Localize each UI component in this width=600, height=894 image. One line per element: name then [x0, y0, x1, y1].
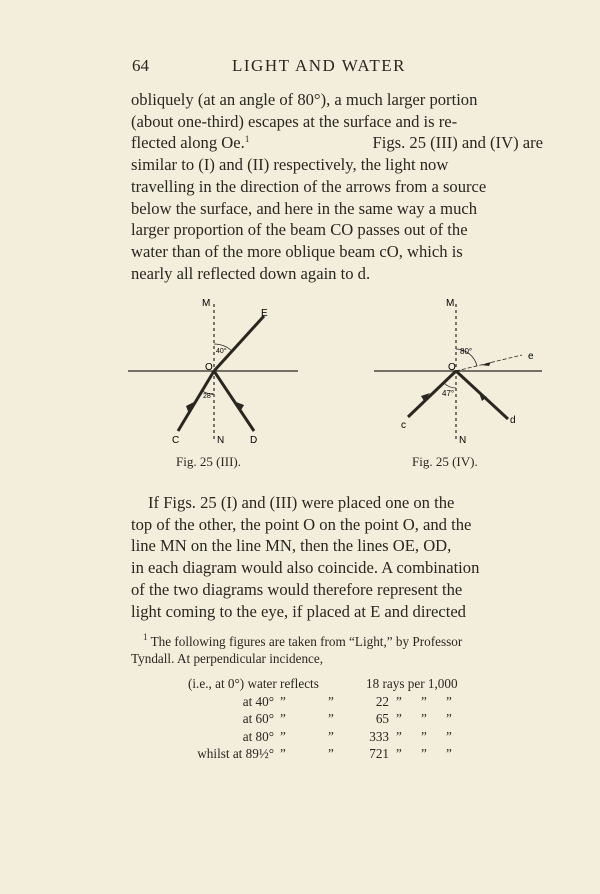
- text-line: light coming to the eye, if placed at E and directed: [131, 601, 466, 621]
- paragraph-2: [131, 492, 543, 622]
- text-line: of the two diagrams would therefore represent the: [131, 579, 463, 599]
- text-line: obliquely (at an angle of 80°), a much larger portion: [131, 90, 478, 109]
- label-o: O: [448, 362, 456, 373]
- angle-label-bottom: 47°: [442, 389, 455, 398]
- footnote-text: The following figures are taken from “Light,” by Professor: [150, 634, 463, 649]
- ditto-mark: ”: [280, 711, 286, 726]
- text-line: If Figs. 25 (I) and (III) were placed one on the: [148, 493, 455, 512]
- text-line: water than of the more oblique beam cO, which is: [131, 241, 463, 261]
- text-line: line MN on the line MN, then the lines OE, OD,: [131, 536, 452, 556]
- ditto-mark: ”: [421, 746, 427, 761]
- ditto-mark: ”: [421, 693, 427, 709]
- table-cell-value: 18 rays per 1,000: [366, 676, 458, 691]
- text-line: in each diagram would also coincide. A combination: [131, 558, 480, 578]
- text-fragment: Figs. 25 (III) and (IV) are: [372, 133, 543, 153]
- table-cell-value: 721: [369, 746, 389, 761]
- ditto-mark: ”: [328, 746, 334, 761]
- label-c: C: [172, 435, 180, 446]
- label-n: N: [459, 435, 467, 446]
- table-cell-value: 22: [375, 693, 389, 709]
- figure-caption-iv: Fig. 25 (IV).: [412, 454, 478, 469]
- ditto-mark: ”: [396, 746, 402, 761]
- figure-25-iv: [370, 292, 548, 472]
- ditto-mark: ”: [280, 728, 286, 744]
- footnote-ref[interactable]: 1: [244, 134, 250, 145]
- ditto-mark: ”: [396, 728, 402, 744]
- page-number: 64: [132, 56, 149, 75]
- label-n: N: [217, 435, 225, 446]
- ditto-mark: ”: [328, 728, 334, 744]
- paragraph-1: [131, 89, 543, 284]
- ditto-mark: ”: [446, 728, 452, 744]
- figure-caption-iii: Fig. 25 (III).: [176, 454, 241, 469]
- table-cell-label: at 80°: [242, 728, 274, 744]
- table-cell-value: 333: [369, 728, 389, 744]
- table-cell-label: whilst at 89½°: [197, 746, 274, 761]
- footnote-line-1: [143, 634, 543, 650]
- label-o: O: [205, 362, 213, 373]
- ditto-mark: ”: [396, 711, 402, 726]
- page-header: [132, 56, 544, 80]
- text-fragment: flected along Oe.: [131, 133, 245, 153]
- label-d: D: [250, 435, 258, 446]
- ditto-mark: ”: [421, 711, 427, 726]
- text-line: [131, 132, 543, 154]
- ditto-mark: ”: [446, 711, 452, 726]
- label-m: M: [446, 298, 455, 309]
- text-line: similar to (I) and (II) respectively, the light now: [131, 155, 449, 175]
- figure-25-iii: [128, 292, 300, 472]
- ditto-mark: ”: [328, 693, 334, 709]
- text-line: travelling in the direction of the arrows from a source: [131, 176, 487, 196]
- footnote-marker: 1: [143, 632, 148, 642]
- table-cell-label: at 60°: [242, 711, 274, 726]
- angle-label-bottom: 28°: [203, 393, 214, 400]
- table-cell-value: 65: [375, 711, 389, 726]
- running-title: LIGHT AND WATER: [232, 56, 406, 75]
- text-line: (about one-third) escapes at the surface and is re-: [131, 111, 458, 131]
- ditto-mark: ”: [446, 746, 452, 761]
- text-line: larger proportion of the beam CO passes out of the: [131, 220, 468, 240]
- angle-label-top: 80°: [460, 347, 473, 356]
- table-cell-label: (i.e., at 0°) water reflects: [188, 676, 319, 691]
- ditto-mark: ”: [280, 693, 286, 709]
- ditto-mark: ”: [280, 746, 286, 761]
- ditto-mark: ”: [421, 728, 427, 744]
- label-e-small: e: [528, 351, 534, 362]
- ditto-mark: ”: [446, 693, 452, 709]
- angle-label-top: 40°: [216, 348, 227, 355]
- text-line: below the surface, and here in the same way a much: [131, 198, 478, 218]
- ditto-mark: ”: [328, 711, 334, 726]
- label-d-small: d: [510, 415, 516, 426]
- label-c-small: c: [401, 420, 406, 431]
- text-line: top of the other, the point O on the point O, and the: [131, 514, 472, 534]
- footnote-line-2: Tyndall. At perpendicular incidence,: [131, 651, 324, 666]
- label-m: M: [202, 298, 211, 309]
- text-line: nearly all reflected down again to d.: [131, 263, 371, 283]
- label-e: E: [261, 308, 268, 319]
- table-cell-label: at 40°: [242, 693, 274, 709]
- ditto-mark: ”: [396, 693, 402, 709]
